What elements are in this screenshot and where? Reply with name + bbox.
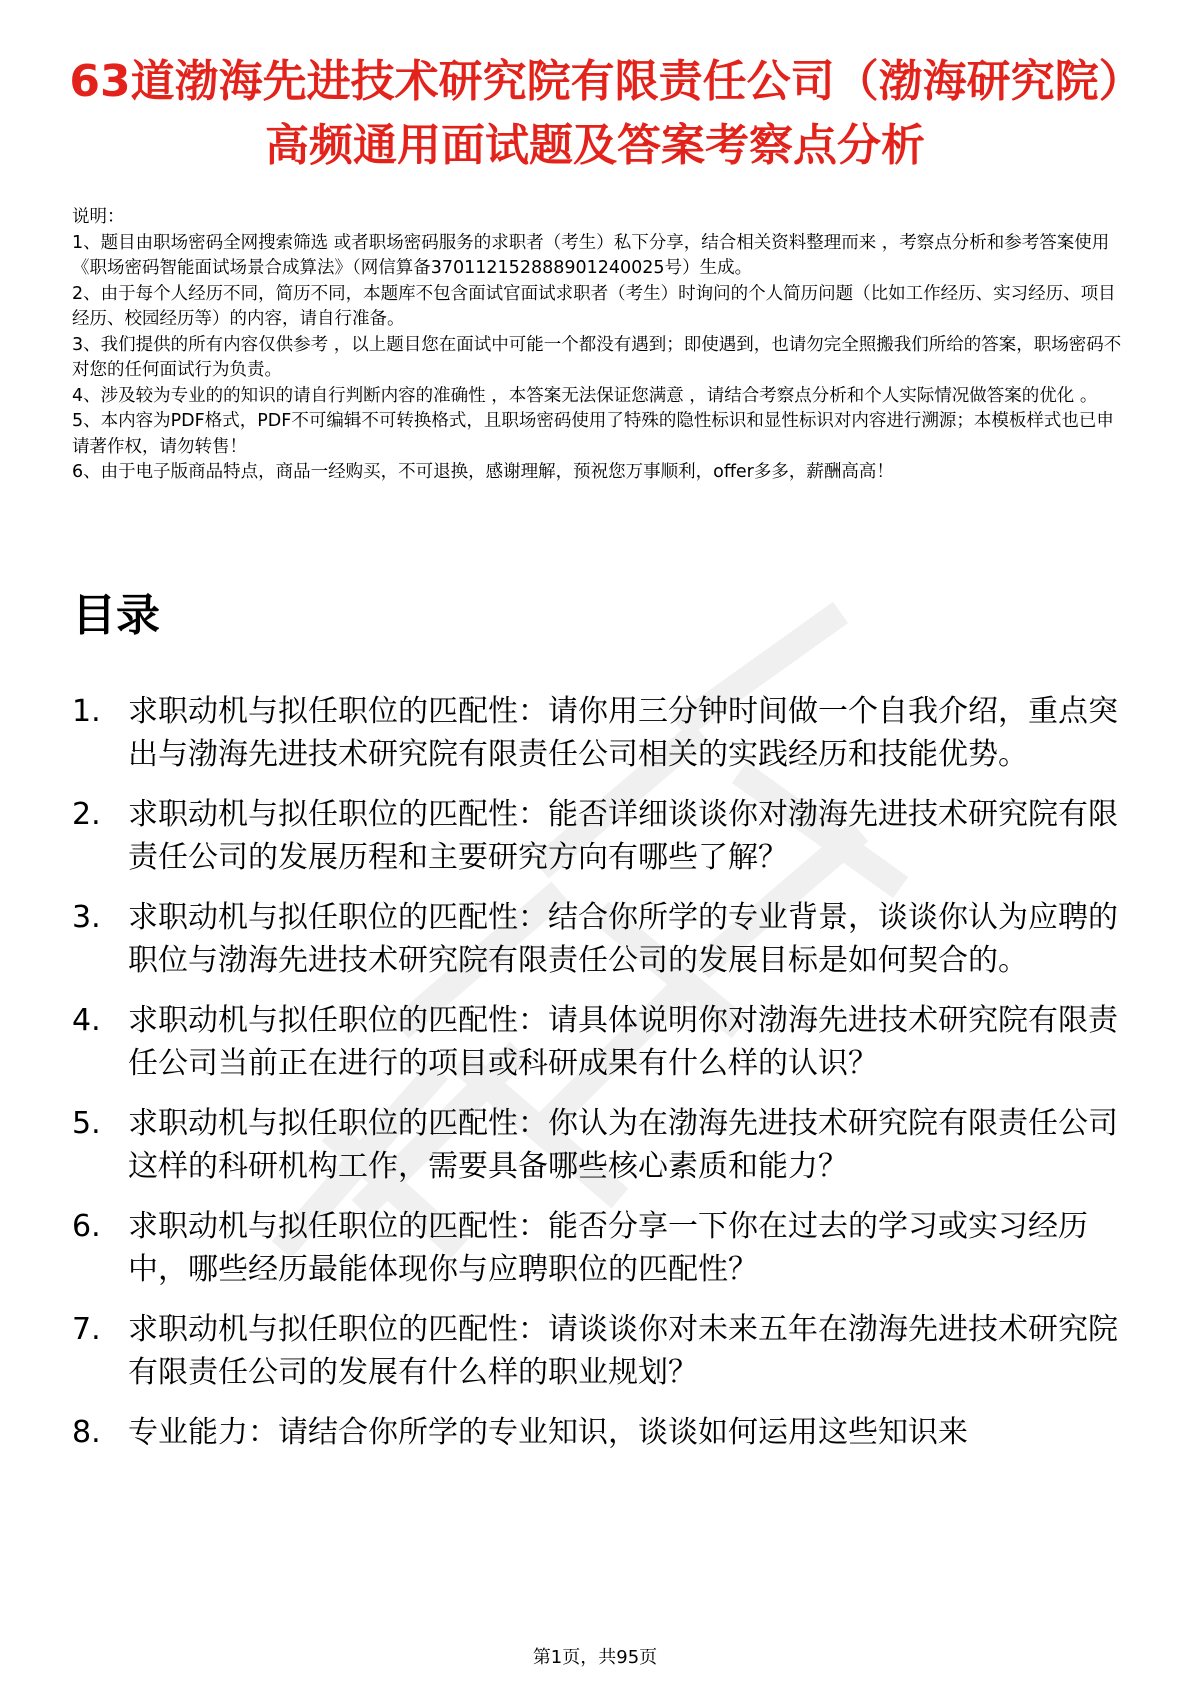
- note-item: 5、本内容为PDF格式，PDF不可编辑不可转换格式，且职场密码使用了特殊的隐性标识和显性标识对内容进行溯源；本模板样式也已申请著作权，请勿转售！: [72, 411, 1114, 457]
- note-item: 3、我们提供的所有内容仅供参考 ，以上题目您在面试中可能一个都没有遇到；即使遇到，也请勿完全照搬我们所给的答案，职场密码不对您的任何面试行为负责。: [72, 334, 1122, 380]
- toc-item-text: 求职动机与拟任职位的匹配性：请你用三分钟时间做一个自我介绍，重点突出与渤海先进技术研究院有限责任公司相关的实践经历和技能优势。: [128, 694, 1118, 772]
- toc-item-text: 求职动机与拟任职位的匹配性：请谈谈你对未来五年在渤海先进技术研究院有限责任公司的发展有什么样的职业规划？: [128, 1312, 1118, 1390]
- toc-item-number: 8.: [72, 1415, 101, 1450]
- toc-item[interactable]: [72, 1308, 1122, 1394]
- toc-item[interactable]: [72, 1411, 1122, 1454]
- toc-item-number: 3.: [72, 900, 101, 935]
- toc-item-text: 求职动机与拟任职位的匹配性：你认为在渤海先进技术研究院有限责任公司这样的科研机构工作，需要具备哪些核心素质和能力？: [128, 1106, 1118, 1184]
- note-item: 1、题目由职场密码全网搜索筛选 或者职场密码服务的求职者（考生）私下分享，结合相关资料整理而来 ，考察点分析和参考答案使用《职场密码智能面试场景合成算法》（网信算备370112152888901240025号）生成。: [72, 232, 1110, 278]
- page-footer: 第1页，共95页: [532, 1647, 658, 1668]
- toc-item-number: 4.: [72, 1003, 101, 1038]
- toc-item[interactable]: [72, 690, 1122, 776]
- toc-heading: 目录: [72, 590, 160, 641]
- toc-item[interactable]: [72, 999, 1122, 1085]
- toc-item-number: 7.: [72, 1312, 101, 1347]
- toc-item-text: 求职动机与拟任职位的匹配性：请具体说明你对渤海先进技术研究院有限责任公司当前正在进行的项目或科研成果有什么样的认识？: [128, 1003, 1118, 1081]
- document-title: 63道渤海先进技术研究院有限责任公司（渤海研究院）高频通用面试题及答案考察点分析: [69, 56, 1121, 171]
- disclaimer-notes: [72, 205, 1122, 486]
- notes-heading: 说明：: [72, 207, 125, 227]
- toc-item-text: 专业能力：请结合你所学的专业知识，谈谈如何运用这些知识来: [128, 1415, 968, 1450]
- toc-item-text: 求职动机与拟任职位的匹配性：能否详细谈谈你对渤海先进技术研究院有限责任公司的发展历程和主要研究方向有哪些了解？: [128, 797, 1118, 875]
- note-item: 6、由于电子版商品特点，商品一经购买，不可退换，感谢理解，预祝您万事顺利，offer多多，薪酬高高！: [72, 462, 894, 482]
- toc-item[interactable]: [72, 1205, 1122, 1291]
- toc-item-number: 1.: [72, 694, 101, 729]
- toc-item[interactable]: [72, 1102, 1122, 1188]
- toc-item[interactable]: [72, 896, 1122, 982]
- toc-item-number: 6.: [72, 1209, 101, 1244]
- toc-item-text: 求职动机与拟任职位的匹配性：结合你所学的专业背景，谈谈你认为应聘的职位与渤海先进技术研究院有限责任公司的发展目标是如何契合的。: [128, 900, 1118, 978]
- toc-item-text: 求职动机与拟任职位的匹配性：能否分享一下你在过去的学习或实习经历中，哪些经历最能体现你与应聘职位的匹配性？: [128, 1209, 1088, 1287]
- toc-item-number: 5.: [72, 1106, 101, 1141]
- table-of-contents: [72, 690, 1122, 1471]
- toc-item[interactable]: [72, 793, 1122, 879]
- note-item: 2、由于每个人经历不同，简历不同，本题库不包含面试官面试求职者（考生）时询问的个人简历问题（比如工作经历、实习经历、项目经历、校园经历等）的内容，请自行准备。: [72, 283, 1116, 329]
- toc-item-number: 2.: [72, 797, 101, 832]
- note-item: 4、涉及较为专业的的知识的请自行判断内容的准确性 ，本答案无法保证您满意 ，请结合考察点分析和个人实际情况做答案的优化 。: [72, 385, 1098, 406]
